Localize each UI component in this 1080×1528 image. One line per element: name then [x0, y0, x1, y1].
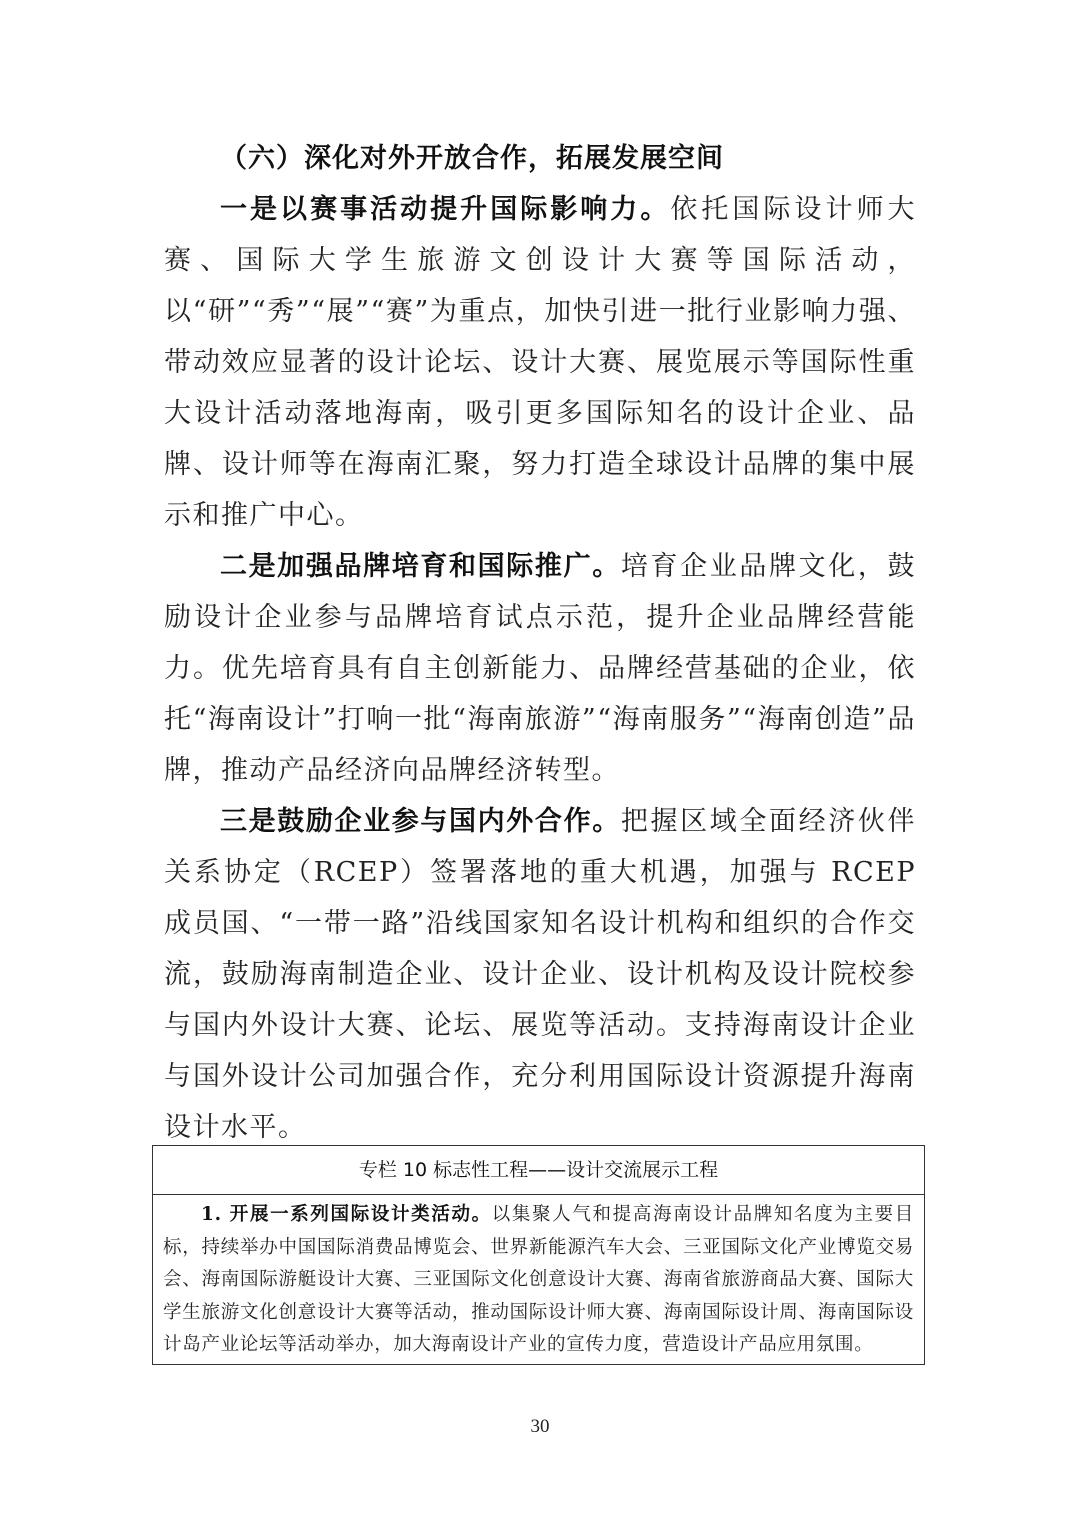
paragraph-2-body: 培育企业品牌文化，鼓励设计企业参与品牌培育试点示范，提升企业品牌经营能力。优先培育具有自主创新能力、品牌经营基础的企业，依托“海南设计”打响一批“海南旅游”“海南服务”“海南创造”品牌，推动产品经济向品牌经济转型。 [164, 551, 917, 786]
paragraph-3 [164, 796, 916, 1153]
paragraph-3-body: 把握区域全面经济伙伴关系协定（RCEP）签署落地的重大机遇，加强与 RCEP 成员国、“一带一路”沿线国家知名设计机构和组织的合作交流，鼓励海南制造企业、设计企业、设计机构及设计院校参与国内外设计大赛、论坛、展览等活动。支持海南设计企业与国外设计公司加强合作，充分利用国际设计资源提升海南设计水平。 [164, 806, 917, 1143]
page-number: 30 [530, 1416, 550, 1437]
paragraph-2-lead: 二是加强品牌培育和国际推广。 [220, 551, 621, 582]
paragraph-3-lead: 三是鼓励企业参与国内外合作。 [220, 806, 621, 837]
paragraph-1-lead: 一是以赛事活动提升国际影响力。 [220, 194, 671, 225]
paragraph-2 [164, 541, 916, 796]
main-content [164, 133, 916, 1153]
feature-box-item-lead: 1. 开展一系列国际设计类活动。 [201, 1204, 492, 1225]
feature-box [152, 1145, 925, 1365]
feature-box-body [153, 1195, 924, 1364]
feature-box-title: 专栏 10 标志性工程——设计交流展示工程 [153, 1146, 924, 1195]
section-heading: （六）深化对外开放合作，拓展发展空间 [220, 143, 724, 174]
feature-box-item-body: 以集聚人气和提高海南设计品牌知名度为主要目标，持续举办中国国际消费品博览会、世界新能源汽车大会、三亚国际文化产业博览交易会、海南国际游艇设计大赛、三亚国际文化创意设计大赛、海南省旅游商品大赛、国际大学生旅游文化创意设计大赛等活动，推动国际设计师大赛、海南国际设计周、海南国际设计岛产业论坛等活动举办，加大海南设计产业的宣传力度，营造设计产品应用氛围。 [163, 1204, 914, 1355]
paragraph-1-body: 依托国际设计师大赛、国际大学生旅游文创设计大赛等国际活动，以“研”“秀”“展”“赛”为重点，加快引进一批行业影响力强、带动效应显著的设计论坛、设计大赛、展览展示等国际性重大设计活动落地海南，吸引更多国际知名的设计企业、品牌、设计师等在海南汇聚，努力打造全球设计品牌的集中展示和推广中心。 [164, 194, 917, 531]
paragraph-1 [164, 184, 916, 541]
